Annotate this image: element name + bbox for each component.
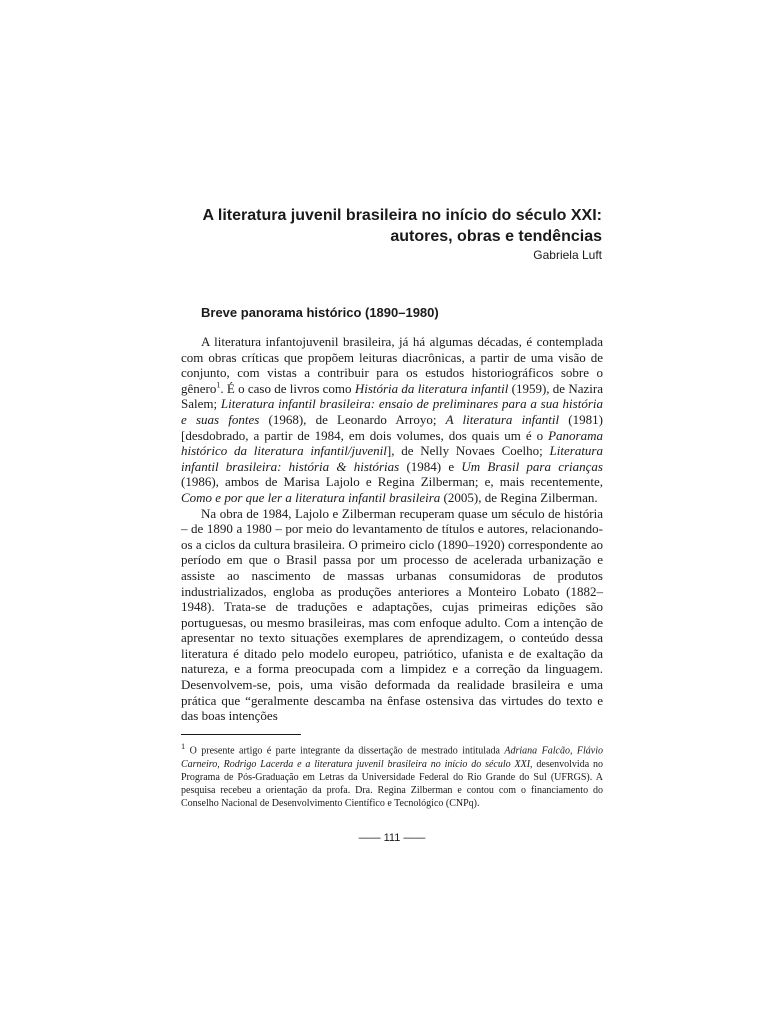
book-title: História da literatura infantil — [354, 380, 509, 396]
body-text — [181, 334, 603, 724]
footnote-divider — [181, 734, 301, 735]
book-title: Literatura infantil brasileira: história & histórias — [181, 443, 603, 474]
paragraph-1 — [181, 334, 603, 506]
paragraph-1-text: (1984) e — [399, 458, 462, 474]
paragraph-1-text: (1986), ambos de Marisa Lajolo e Regina Zilberman; e, mais recentemente, — [181, 474, 603, 490]
book-title: Literatura infantil brasileira: ensaio de preliminares para a sua história e suas fontes — [181, 396, 603, 427]
paragraph-1-text: . É o caso de livros como — [220, 380, 355, 396]
article-author: Gabriela Luft — [533, 248, 602, 262]
article-title-line-2: autores, obras e tendências — [390, 228, 602, 245]
footnote-text: , desenvolvida no Programa de Pós-Graduação em Letras da Universidade Federal do Rio Grande do Sul (UFRGS). A pesquisa recebeu a orientação da profa. Dra. Regina Zilberman e contou com o financiamento do Conselho Nacional de Desenvolvimento Científico e Tecnológico (CNPq). — [181, 758, 603, 810]
paragraph-1-text: (1968), de Leonardo Arroyo; — [259, 411, 446, 427]
section-heading: Breve panorama histórico (1890–1980) — [201, 305, 439, 320]
article-header — [200, 205, 602, 263]
book-title: Um Brasil para crianças — [461, 458, 603, 474]
article-title-line-1: A literatura juvenil brasileira no início do século XXI: — [202, 207, 602, 224]
paragraph-1-text: (1959), de Nazira Salem; — [181, 380, 603, 412]
book-title: Como e por que ler a literatura infantil brasileira — [181, 489, 441, 505]
footnote-marker: 1 — [181, 742, 186, 751]
paragraph-2: Na obra de 1984, Lajolo e Zilberman recuperam quase um século de história – de 1890 a 1980 – por meio do levantamento de títulos e autores, relacionando-os a ciclos da cultura brasileira. O primeiro ciclo (1890–1920) correspondente ao período em que o Brasil passa por um processo de acelerada urbanização e assiste ao nascimento de massas urbanas consumidoras de produtos industrializados, engloba as produções anteriores a Monteiro Lobato (1882–1948). Trata-se de traduções e adaptações, cujas primeiras edições são portuguesas, ou mesmo brasileiras, mas com enfoque adulto. Com a intenção de apresentar no texto situações exemplares de aprendizagem, o conteúdo dessa literatura é ditado pelo modelo europeu, patriótico, ufanista e de exaltação da natureza, e a forma preocupada com a limpidez e a correção da linguagem. Desenvolvem-se, pois, uma visão deformada da realidade brasileira e uma prática que “geralmente descamba na ênfase ostensiva das virtudes do texto e das boas intenções — [181, 505, 603, 724]
page-number: —— 111 —— — [358, 832, 426, 844]
paragraph-1-text: ], de Nelly Novaes Coelho; — [386, 443, 550, 459]
footnote — [181, 740, 603, 810]
book-title: Panorama histórico da literatura infantil/juvenil — [181, 427, 603, 459]
paragraph-1-text: (2005), de Regina Zilberman. — [440, 489, 598, 505]
paragraph-1-text: (1981) [desdobrado, a partir de 1984, em dois volumes, dos quais um é o — [181, 411, 603, 443]
dissertation-title: Adriana Falcão, Flávio Carneiro, Rodrigo Lacerda e a literatura juvenil brasileira no início do século XXI — [181, 745, 603, 770]
paragraph-1-text: A literatura infantojuvenil brasileira, já há algumas décadas, é contemplada com obras críticas que propõem leituras diacrônicas, a partir de uma visão de conjunto, com vistas a contribuir para os estudos historiográficos sobre o gênero — [181, 334, 603, 396]
book-title: A literatura infantil — [445, 411, 560, 427]
footnote-text: O presente artigo é parte integrante da dissertação de mestrado intitulada — [185, 745, 505, 757]
footnote-reference: 1 — [216, 380, 221, 390]
